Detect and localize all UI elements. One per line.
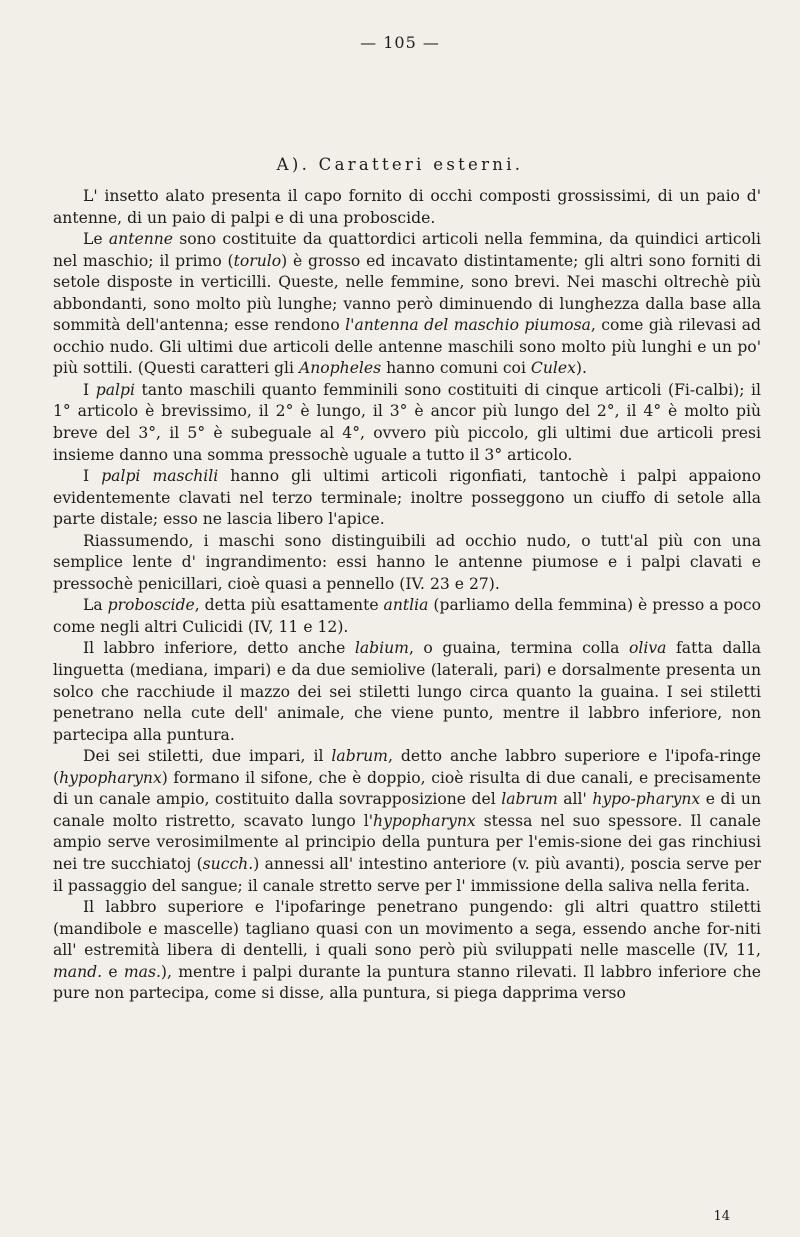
italic-term: Anopheles	[298, 359, 382, 378]
text-run: , detta più esattamente	[194, 596, 384, 615]
text-run: e	[102, 962, 124, 981]
text-run: Il labbro superiore e l'ipofaringe penetrano pungendo: gli altri quattro stiletti (mandibole e mascelle) tagliano quasi con un movimento a sega, essendo anche for-niti all' estremità libera di dentelli, i quali sono però più sviluppati nelle mascelle (IV, 11,	[53, 898, 761, 960]
text-run: (parliamo della femmina) è presso a poco come negli altri Culicidi (IV, 11 e 12).	[53, 596, 761, 636]
text-run: Il labbro inferiore, detto anche	[83, 639, 355, 658]
italic-term: palpi maschili	[101, 467, 219, 486]
italic-term: palpi	[95, 380, 135, 399]
text-run: Dei sei stiletti, due impari, il	[83, 747, 332, 766]
italic-term: l'antenna del maschio piumosa	[345, 316, 591, 335]
text-run: all'	[557, 790, 593, 809]
italic-term: antenne	[108, 230, 174, 249]
italic-term: hypopharynx	[373, 811, 476, 830]
text-run: sono costituite da quattordici articoli nella femmina, da quindici articoli nel maschio; il primo (	[53, 230, 761, 270]
text-run: hanno comuni coi	[381, 359, 531, 378]
page-number: — 105 —	[360, 33, 440, 52]
italic-term: oliva	[629, 639, 667, 658]
text-run: ).	[575, 359, 587, 378]
italic-term: labrum	[331, 747, 388, 766]
italic-term: mas.	[123, 962, 161, 981]
italic-term: Culex	[530, 359, 576, 378]
italic-term: labium	[354, 639, 409, 658]
section-title: A). Caratteri esterni.	[276, 155, 524, 174]
paragraph	[53, 466, 761, 531]
italic-term: labrum	[501, 790, 558, 809]
italic-term: mand.	[53, 962, 103, 981]
text-run: La	[83, 596, 108, 615]
italic-term: antlia	[383, 596, 429, 615]
italic-term: torulo	[233, 251, 282, 270]
text-run: tanto maschili quanto femminili sono costituiti di cinque articoli (Fi-calbi); il 1° articolo è brevissimo, il 2° è lungo, il 3° è ancor più lungo del 2°, il 4° è molto più breve del 3°, il 5° è subeguale al 4°, ovvero più piccolo, gli ultimi due articoli presi insieme danno una somma pressochè uguale a tutto il 3° articolo.	[53, 380, 761, 464]
paragraph	[53, 638, 761, 746]
body-text	[53, 186, 761, 1005]
text-run: I	[83, 467, 102, 486]
italic-term: hypopharynx	[59, 768, 162, 787]
text-run: L' insetto alato presenta il capo fornito di occhi composti grossissimi, di un paio d' antenne, di un paio di palpi e di una proboscide.	[53, 187, 761, 227]
text-run: e di un canale molto ristretto, scavato lungo l'	[53, 790, 761, 830]
paragraph	[53, 380, 761, 466]
text-run: ) formano il sifone, che è doppio, cioè risulta di due canali, e precisamente di un canale ampio, costituito dalla sovrapposizione del	[53, 768, 761, 809]
text-run: ) annessi all' intestino anteriore (v. più avanti), poscia serve per il passaggio del sangue; il canale stretto serve per l' immissione della saliva nella ferita.	[53, 854, 761, 895]
paragraph	[53, 746, 761, 897]
text-run: Le	[83, 230, 109, 249]
paragraph	[53, 531, 761, 596]
text-run: , come già rilevasi ad occhio nudo. Gli ultimi due articoli delle antenne maschili sono molto più lunghi e un po' più sottili. (Questi caratteri gli	[53, 316, 761, 378]
text-run: ), mentre i palpi durante la puntura stanno rilevati. Il labbro inferiore che pure non partecipa, come si disse, alla puntura, si piega dapprima verso	[53, 962, 761, 1003]
text-run: hanno gli ultimi articoli rigonfiati, tantochè i palpi appaiono evidentemente clavati nel terzo terminale; inoltre posseggono un ciuffo di setole alla parte distale; esso ne lascia libero l'apice.	[53, 467, 761, 529]
text-run: I	[83, 380, 96, 399]
italic-term: hypo-pharynx	[592, 790, 701, 809]
text-run: stessa nel suo spessore. Il canale ampio serve verosimilmente al principio della puntura per l'emis-sione dei gas rinchiusi nei tre succhiatoj (	[53, 811, 761, 873]
text-run: fatta dalla linguetta (mediana, impari) e da due semiolive (laterali, pari) e dorsalmente presenta un solco che racchiude il mazzo dei sei stiletti lungo circa quanto la guaina. I sei stiletti penetrano nella cute dell' animale, che viene punto, mentre il labbro inferiore, non partecipa alla puntura.	[53, 639, 761, 744]
paragraph	[53, 186, 761, 229]
text-run: , detto anche labbro superiore e l'ipofa-ringe (	[53, 747, 761, 787]
text-run: ) è grosso ed incavato distintamente; gli altri sono forniti di setole disposte in verticilli. Queste, nelle femmine, sono brevi. Nei maschi oltrechè più abbondanti, sono molto più lunghe; vanno però diminuendo di lunghezza dalla base alla sommità dell'antenna; esse rendono	[53, 251, 761, 335]
italic-term: proboscide	[107, 596, 195, 615]
italic-term: succh.	[202, 854, 254, 873]
paragraph	[53, 595, 761, 638]
signature-mark: 14	[713, 1209, 730, 1224]
paragraph	[53, 229, 761, 380]
text-run: Riassumendo, i maschi sono distinguibili ad occhio nudo, o tutt'al più con una semplice lente d' ingrandimento: essi hanno le antenne piumose e i palpi clavati e pressochè penicillari, cioè quasi a pennello (IV. 23 e 27).	[53, 531, 761, 593]
text-run: , o guaina, termina colla	[408, 639, 629, 658]
paragraph	[53, 897, 761, 1005]
